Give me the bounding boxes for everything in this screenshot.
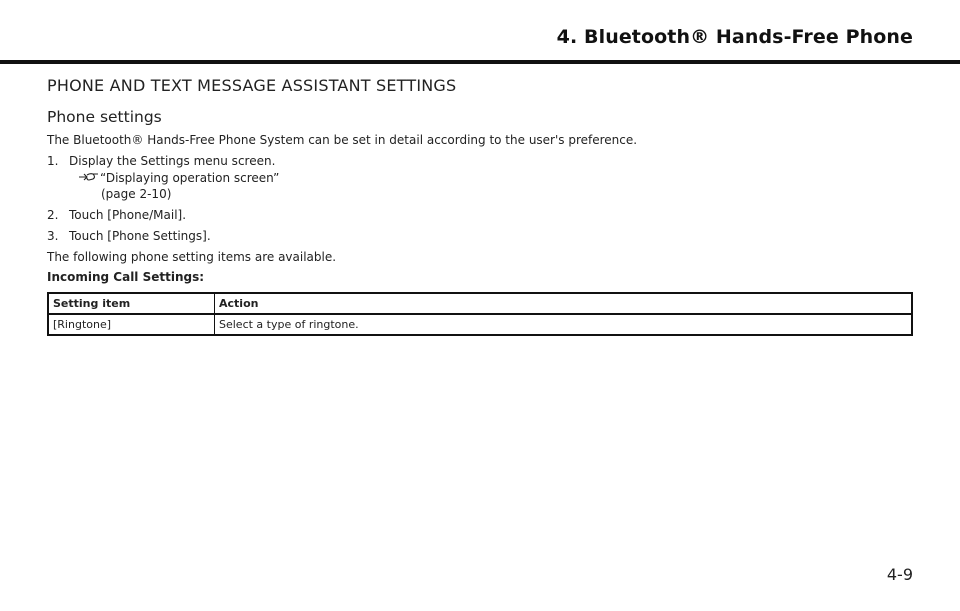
chapter-title: 4. Bluetooth® Hands-Free Phone [556, 26, 913, 48]
action-cell: Select a type of ringtone. [215, 314, 913, 335]
reference-title[interactable]: “Displaying operation screen” [100, 171, 280, 185]
step-2 [47, 208, 186, 222]
step-3 [47, 229, 211, 243]
setting-item-cell: [Ringtone] [48, 314, 215, 335]
step-number: 3. [47, 229, 59, 243]
section-title: PHONE AND TEXT MESSAGE ASSISTANT SETTINGS [47, 76, 457, 95]
step-number: 1. [47, 154, 59, 168]
column-header-action: Action [215, 293, 913, 314]
table-header-row [48, 293, 912, 314]
incoming-call-label: Incoming Call Settings: [47, 270, 205, 284]
step-1 [47, 154, 275, 168]
reference-page[interactable]: (page 2-10) [101, 187, 172, 201]
table-row [48, 314, 912, 335]
column-header-setting-item: Setting item [48, 293, 215, 314]
sub-title: Phone settings [47, 108, 162, 126]
step-number: 2. [47, 208, 59, 222]
intro-text: The Bluetooth® Hands-Free Phone System can be set in detail according to the user's preference. [47, 133, 638, 147]
settings-table [47, 292, 913, 336]
page-number: 4-9 [886, 565, 913, 584]
available-items-text: The following phone setting items are available. [47, 250, 337, 264]
step-text: Touch [Phone/Mail]. [69, 208, 187, 222]
step-text: Touch [Phone Settings]. [69, 229, 211, 243]
header-rule [0, 60, 960, 64]
step-text: Display the Settings menu screen. [69, 154, 276, 168]
page-reference[interactable] [78, 170, 279, 202]
reference-hand-icon [78, 171, 100, 183]
